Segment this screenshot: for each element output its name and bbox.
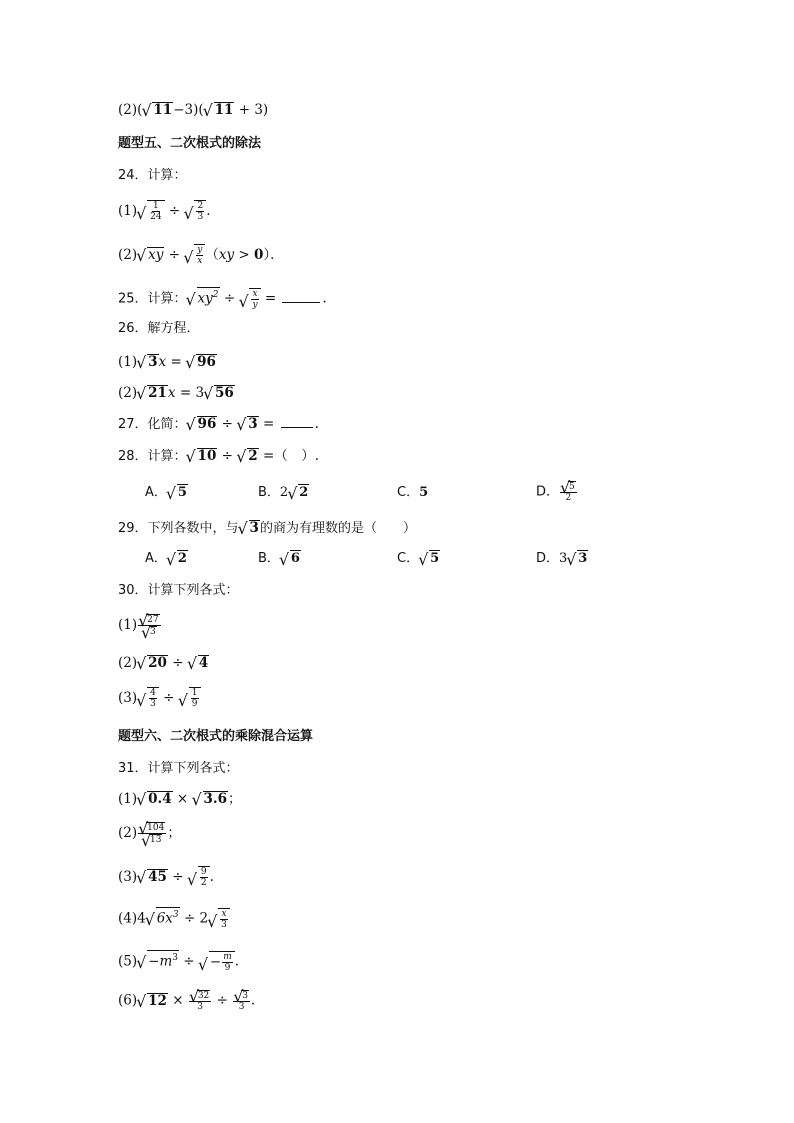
q29-option-b[interactable]: B．√ 6	[258, 550, 301, 568]
q26-part1: (1)√ 3x = √ 96	[118, 353, 217, 371]
q30-part3: (3) √ $\frac{4}{3}$ ÷ √ $\frac{1}{9}$	[118, 687, 201, 709]
sqrt-11-b: √ 11	[204, 101, 235, 119]
q31-part6: (6)√ 12 × √ $\frac{32}{3}$ ÷ √ $\frac{3}{3}$ .	[118, 990, 255, 1012]
section-heading-5: 题型五、二次根式的除法	[118, 136, 262, 151]
q25: 25．计算：√ $xy^2$ ÷ √ $\frac{x}{y}$ = .	[118, 287, 327, 310]
q26-part2: (2)√ 21x = 3√ 56	[118, 384, 235, 402]
q28-option-c[interactable]: C．5	[397, 485, 429, 500]
q29-option-d[interactable]: D．3√ 3	[536, 550, 588, 568]
q27: 27．化简：√ 96 ÷ √ 3 = .	[118, 415, 319, 434]
q26-stem: 26．解方程．	[118, 321, 200, 336]
q31-part5: $(5)√ -m^3$ ÷ √ − $\frac{m}{9}$ .	[118, 950, 239, 973]
q29-option-c[interactable]: C．√ 5	[397, 550, 440, 568]
q24-part2: (2)√ xy ÷ √ $\frac{y}{x}$ （xy > 0）．	[118, 244, 284, 266]
q24-part1: (1) √ $\frac{1}{24}$ ÷ √ $\frac{2}{3}$ .	[118, 200, 211, 222]
q30-stem: 30．计算下列各式：	[118, 583, 239, 598]
q31-part4: (4)4√ $6x^3 \div 2$ √ $\frac{x}{3}$	[118, 907, 230, 930]
q25-answer-blank[interactable]	[282, 290, 320, 303]
q31-part1: (1)√ 0.4 × √ 3.6；	[118, 790, 242, 808]
q29-stem: 29．下列各数中，与√ 3的商为有理数的是（ ）	[118, 519, 416, 538]
q30-part1: (1) √ 27 √ 3	[118, 614, 162, 637]
q31-stem: 31．计算下列各式：	[118, 761, 239, 776]
q28-option-a[interactable]: A．√ 5	[145, 484, 188, 502]
q28-stem: 28．计算：√ 10 ÷ √ 2 =（ ）.	[118, 447, 319, 466]
q31-part2: (2) √ 104 √ 13 ；	[118, 822, 181, 845]
q23-part2: (2)(√ 11−3)(√ 11 + 3)	[118, 101, 268, 119]
q27-answer-blank[interactable]	[281, 415, 313, 428]
q24-stem: 24．计算：	[118, 168, 187, 183]
q29-option-a[interactable]: A．√ 2	[145, 550, 188, 568]
section-heading-6: 题型六、二次根式的乘除混合运算	[118, 729, 314, 744]
q28-option-b[interactable]: B．2√ 2	[258, 484, 309, 502]
q31-part3: (3)√ 45 ÷ √ $\frac{9}{2}$ .	[118, 866, 214, 888]
sqrt-11-a: √ 11	[142, 101, 173, 119]
q30-part2: (2)√ 20 ÷ √ 4	[118, 654, 209, 672]
q28-option-d[interactable]: D． √ $\frac{5}{2}$	[536, 481, 578, 503]
